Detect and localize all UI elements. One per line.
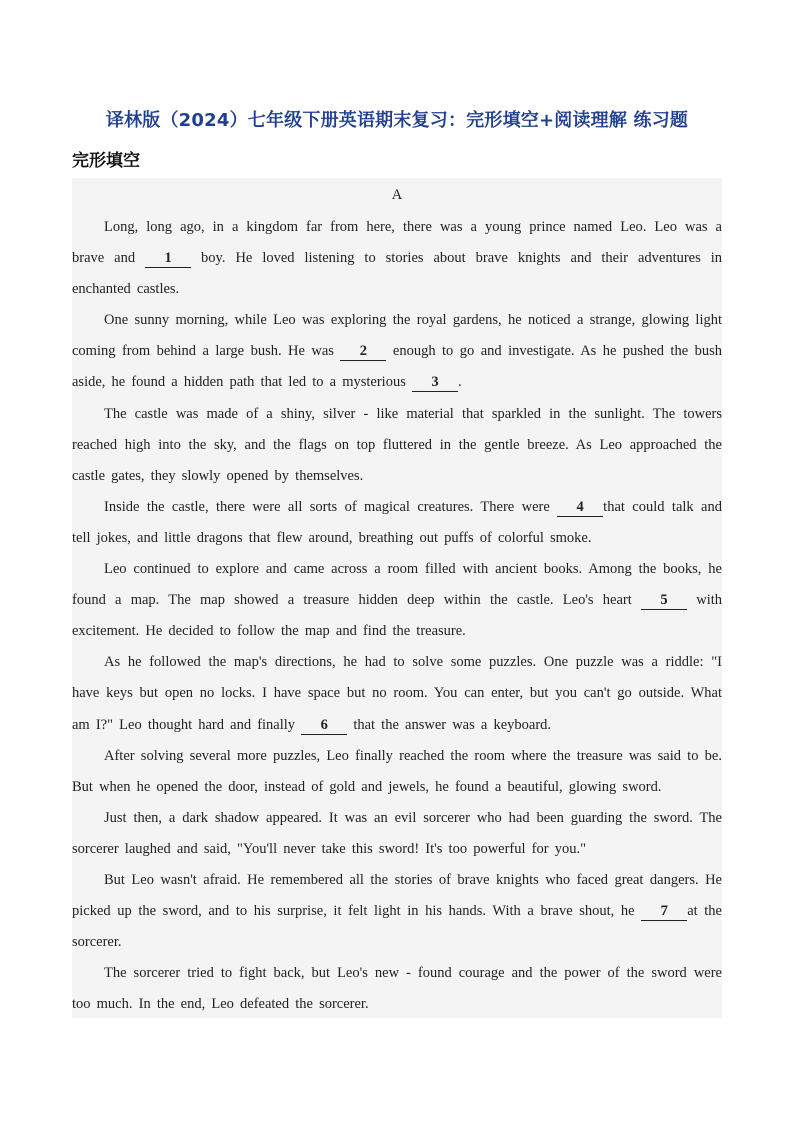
paragraph-1 (72, 212, 722, 305)
paragraph-7 (72, 741, 722, 803)
blank-2: 2 (340, 343, 386, 361)
paragraph-text: One sunny morning, while Leo was exploring the royal gardens, he noticed a strange, glowing light coming from behind a large bush. He was (72, 312, 722, 360)
paragraph-5 (72, 554, 722, 647)
paragraph-text: The castle was made of a shiny, silver - like material that sparkled in the sunlight. The towers reached high into the sky, and the flags on top fluttered in the gentle breeze. As Leo approached the castle gates, they slowly opened by themselves. (72, 405, 722, 484)
paragraph-text: enough to go and investigate. As he pushed the bush aside, he found a hidden path that led to a mysterious (72, 343, 722, 391)
blank-7: 7 (641, 903, 687, 921)
paragraph-text: . (457, 374, 462, 391)
paragraph-text: Leo continued to explore and came across a room filled with ancient books. Among the books, he found a map. The map showed a treasure hidden deep within the castle. Leo's heart (72, 561, 722, 609)
blank-6: 6 (301, 717, 347, 735)
paragraph-9 (72, 865, 722, 958)
paragraph-10 (72, 958, 722, 1020)
paragraph-text: Inside the castle, there were all sorts of magical creatures. There were (104, 498, 558, 515)
paragraph-2 (72, 305, 722, 398)
blank-1: 1 (145, 250, 191, 268)
paragraph-text: with excitement. He decided to follow the map and find the treasure. (72, 592, 722, 640)
paragraph-4 (72, 492, 722, 554)
paragraph-text: Long, long ago, in a kingdom far from here, there was a young prince named Leo. Leo was a brave and (72, 219, 722, 267)
blank-3: 3 (412, 374, 458, 392)
blank-4: 4 (557, 499, 603, 517)
paragraph-3 (72, 399, 722, 492)
paragraph-text: at the sorcerer. (72, 903, 722, 951)
passage-label: A (391, 187, 403, 203)
paragraph-text: boy. He loved listening to stories about brave knights and their adventures in enchanted castles. (72, 250, 722, 298)
paragraph-text: that the answer was a keyboard. (347, 716, 552, 733)
page-title: 译林版（2024）七年级下册英语期末复习：完形填空+阅读理解 练习题 (105, 110, 689, 131)
paragraph-text: that could talk and tell jokes, and little dragons that flew around, breathing out puffs of colorful smoke. (72, 498, 722, 546)
passage-a (72, 178, 722, 1018)
paragraph-text: But Leo wasn't afraid. He remembered all the stories of brave knights who faced great dangers. He picked up the sword, and to his surprise, it felt light in his hands. With a brave shout, he (72, 871, 722, 920)
paragraph-text: As he followed the map's directions, he had to solve some puzzles. One puzzle was a riddle: "I have keys but open no locks. I have space but no room. You can enter, but you can't go outside. What am I?" Leo thought hard and finally (72, 654, 722, 733)
paragraph-text: After solving several more puzzles, Leo finally reached the room where the treasure was said to be. But when he opened the door, instead of gold and jewels, he found a beautiful, glowing sword. (72, 747, 722, 795)
paragraph-8 (72, 803, 722, 865)
blank-5: 5 (641, 592, 687, 610)
section-heading: 完形填空 (72, 151, 140, 171)
paragraph-text: Just then, a dark shadow appeared. It was an evil sorcerer who had been guarding the sword. The sorcerer laughed and said, "You'll never take this sword! It's too powerful for you." (72, 809, 722, 857)
paragraph-6 (72, 647, 722, 740)
paragraph-text: The sorcerer tried to fight back, but Leo's new - found courage and the power of the sword were too much. In the end, Leo defeated the sorcerer. (72, 965, 722, 1013)
